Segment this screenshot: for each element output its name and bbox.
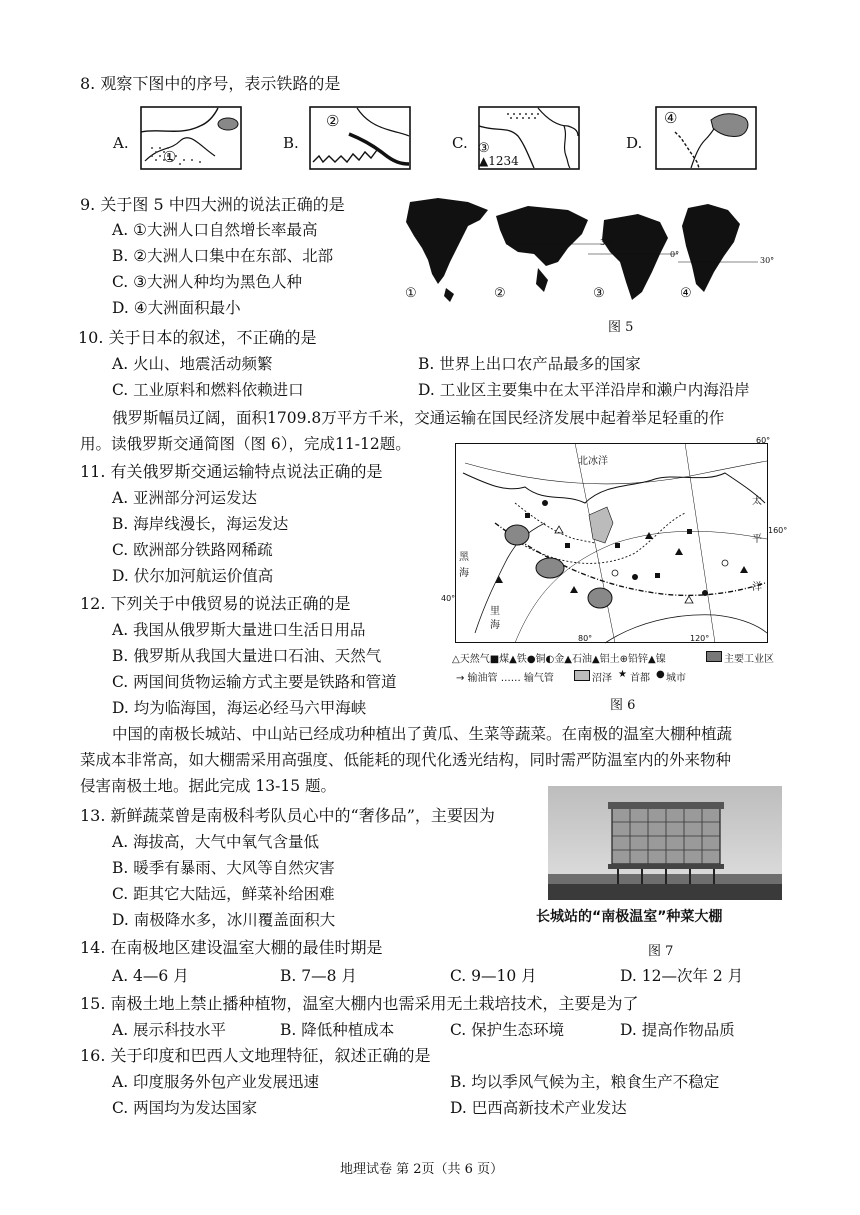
q13-option-c: C. 距其它大陆远，鲜菜补给困难 [112,885,335,903]
q15-option-d: D. 提高作物品质 [620,1021,735,1039]
fig6-legend-pipes: → 输油管 …… 输气管 [456,673,554,684]
q16-option-c: C. 两国均为发达国家 [112,1099,258,1117]
fig5-label-1: ① [405,286,417,301]
q8-marker-a: ① [163,148,177,166]
q14-stem: 14. 在南极地区建设温室大棚的最佳时期是 [80,938,383,957]
q9-option-b: B. ②大洲人口集中在东部、北部 [112,247,334,265]
q9-option-a: A. ①大洲人口自然增长率最高 [112,221,318,239]
q8-marker-c: ③ [478,141,490,156]
q13-stem: 13. 新鲜蔬菜曾是南极科考队员心中的“奢侈品”，主要因为 [80,806,495,825]
fig5-lat-2: 0° [670,250,680,259]
fig6-legend-region-swatch [706,651,722,662]
antarctic-intro-line1: 中国的南极长城站、中山站已经成功种植出了黄瓜、生菜等蔬菜。在南极的温室大棚种植蔬 [112,725,733,743]
fig6-legend-resources: △天然气■煤▲铁●铜◐金▲石油▲铝土⊕铅锌▲镍 [452,654,666,665]
q11-option-d: D. 伏尔加河航运价值高 [112,567,274,585]
fig5-lat-1: 30° [600,238,615,247]
q13-option-a: A. 海拔高，大气中氧气含量低 [112,833,320,851]
fig6-lat-40: 40° [441,594,456,603]
fig6-arctic-label: 北冰洋 [578,456,608,467]
q15-stem: 15. 南极土地上禁止播种植物，温室大棚内也需采用无土栽培技术，主要是为了 [80,994,639,1013]
fig5-caption: 图 5 [608,320,634,335]
fig6-blacksea-2: 海 [459,568,469,579]
q12-option-c: C. 两国间货物运输方式主要是铁路和管道 [112,673,397,691]
fig7-caption: 长城站的“南极温室”种菜大棚 [536,909,723,925]
fig6-caspian-2: 海 [490,620,500,631]
fig6-legend-capital-icon: ★ [618,669,627,680]
fig5-continents [398,196,768,310]
q10-option-a: A. 火山、地震活动频繁 [112,355,273,373]
fig6-legend-city: 城市 [666,673,686,684]
fig5-lat-3: 30° [760,256,775,265]
fig6-pacific-1: 太 [752,496,762,507]
fig6-legend-capital: 首都 [630,673,650,684]
q9-option-d: D. ④大洲面积最小 [112,299,241,317]
fig5-label-2: ② [494,286,506,301]
q10-stem: 10. 关于日本的叙述，不正确的是 [78,328,317,347]
q8-marker-d: ④ [664,109,678,127]
q16-option-a: A. 印度服务外包产业发展迅速 [112,1073,320,1091]
q14-option-d: D. 12—次年 2 月 [620,967,744,985]
antarctic-intro-line2: 菜成本非常高，如大棚需采用高强度、低能耗的现代化透光结构，同时需严防温室内的外来物种 [80,751,732,769]
q13-option-b: B. 暖季有暴雨、大风等自然灾害 [112,859,335,877]
q14-option-a: A. 4—6 月 [112,967,189,985]
q8-map-b [309,106,411,170]
q12-option-d: D. 均为临海国，海运必经马六甲海峡 [112,699,367,717]
q11-option-a: A. 亚洲部分河运发达 [112,489,258,507]
q16-option-b: B. 均以季风气候为主，粮食生产不稳定 [450,1073,720,1091]
q8-stem: 8. 观察下图中的序号，表示铁路的是 [80,74,341,93]
q12-option-a: A. 我国从俄罗斯大量进口生活日用品 [112,621,366,639]
fig6-blacksea-1: 黑 [459,552,469,563]
q8-option-b-label: B. [283,134,299,152]
fig6-caption: 图 6 [610,698,636,713]
q14-option-b: B. 7—8 月 [280,967,357,985]
fig7-label: 图 7 [648,944,674,959]
page-footer: 地理试卷 第 2页（共 6 页） [340,1162,504,1177]
antarctic-intro-line3: 侵害南极土地。据此完成 13-15 题。 [80,777,337,795]
q15-option-c: C. 保护生态环境 [450,1021,565,1039]
q11-option-c: C. 欧洲部分铁路网稀疏 [112,541,273,559]
q16-stem: 16. 关于印度和巴西人文地理特征，叙述正确的是 [80,1046,431,1065]
fig6-legend-city-icon: ● [656,669,665,680]
q11-option-b: B. 海岸线漫长，海运发达 [112,515,289,533]
fig6-lon-120: 120° [690,634,710,643]
q16-option-d: D. 巴西高新技术产业发达 [450,1099,627,1117]
q8-marker-b: ② [326,112,340,130]
q8-peak-label: ▲1234 [479,154,519,168]
q9-option-c: C. ③大洲人种均为黑色人种 [112,273,303,291]
fig6-lon-160: 160° [768,526,788,535]
fig6-pacific-2: 平 [752,534,762,545]
q11-stem: 11. 有关俄罗斯交通运输特点说法正确的是 [80,462,383,481]
fig6-russia-map [455,443,768,643]
q9-stem: 9. 关于图 5 中四大洲的说法正确的是 [80,195,345,214]
fig6-lat-60: 60° [756,436,771,445]
fig6-pacific-3: 洋 [752,582,762,593]
q10-option-c: C. 工业原料和燃料依赖进口 [112,381,304,399]
q10-option-b: B. 世界上出口农产品最多的国家 [418,355,641,373]
q8-option-c-label: C. [452,134,468,152]
russia-intro-line1: 俄罗斯幅员辽阔，面积1709.8万平方千米，交通运输在国民经济发展中起着举足轻重的作 [112,409,725,427]
q8-option-a-label: A. [113,134,129,152]
fig5-label-4: ④ [680,286,692,301]
q15-option-a: A. 展示科技水平 [112,1021,227,1039]
fig6-lon-80: 80° [578,634,593,643]
russia-intro-line2: 用。读俄罗斯交通简图（图 6），完成11-12题。 [80,435,411,453]
q8-option-d-label: D. [626,134,643,152]
fig7-greenhouse-photo [548,786,782,900]
q8-map-a [140,106,242,170]
fig6-caspian-1: 里 [490,606,500,617]
fig6-legend-swamp-swatch [574,670,590,681]
fig5-label-3: ③ [593,286,605,301]
q13-option-d: D. 南极降水多，冰川覆盖面积大 [112,911,336,929]
fig6-legend-swamp: 沼泽 [592,673,612,684]
q12-option-b: B. 俄罗斯从我国大量进口石油、天然气 [112,647,382,665]
q10-option-d: D. 工业区主要集中在太平洋沿岸和濑户内海沿岸 [418,381,750,399]
q15-option-b: B. 降低种植成本 [280,1021,395,1039]
q14-option-c: C. 9—10 月 [450,967,537,985]
fig6-legend-region: 主要工业区 [724,654,774,665]
q12-stem: 12. 下列关于中俄贸易的说法正确的是 [80,594,351,613]
